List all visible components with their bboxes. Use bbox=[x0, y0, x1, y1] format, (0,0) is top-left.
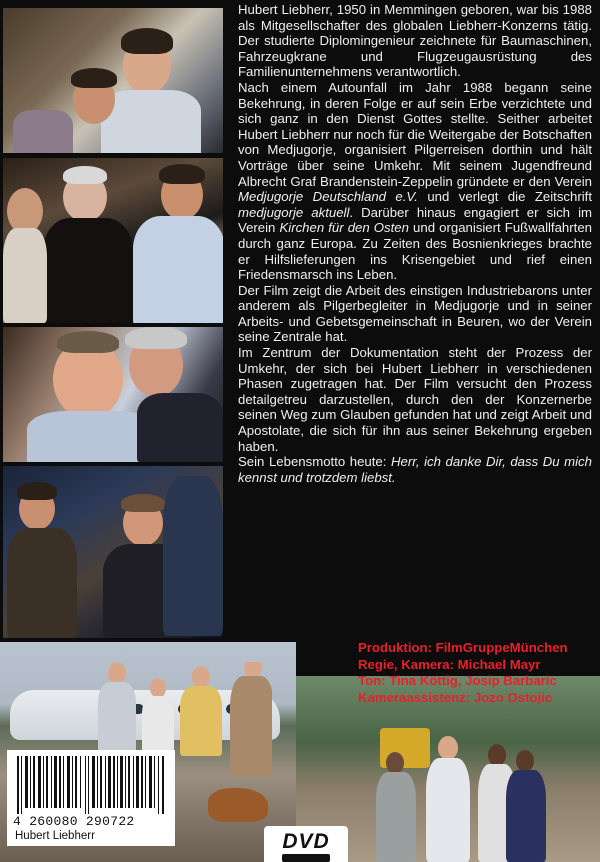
magazine-name: medjugorje aktuell bbox=[238, 204, 350, 220]
church-association-name: Kirchen für den Osten bbox=[279, 220, 409, 236]
paragraph-conversion: Nach einem Autounfall im Jahr 1988 begann seine Bekehrung, in deren Folge er auf sein Erbe verzichtete und sich ganz in den Dienst Gottes stellte. Seither arbeitet Hubert Liebherr nur noch für die Weitergabe der Botschaften von Medjugorje, organisiert Pilgerreisen dorthin und hält Vorträge über seine Umkehr. Mit seinem Jugendfreund Albrecht Graf Brandenstein-Zeppelin gründete er den Verein Medjugorje Deutschland e.V. und verlegt die Zeitschrift medjugorje aktuell. Darüber hinaus engagiert er sich im Verein Kirchen für den Osten und organisiert Fußwallfahrten durch ganz Europa. Zu Zeiten des Bosnienkrieges brachte er Hilfslieferungen ins Krisengebiet und rief einen Friedensmarsch ins Leben. bbox=[238, 79, 592, 283]
photo-portrait-men bbox=[3, 8, 223, 153]
flood-group-figures bbox=[370, 730, 570, 862]
paragraph-film-summary: Der Film zeigt die Arbeit des einstigen Industriebarons unter anderem als Pilgerbegleiter in Medjugorje und in seiner Arbeits- und Gebetsgemeinschaft in Beuren, wo der Verein seine Zentrale hat. bbox=[238, 282, 592, 345]
credit-production: Produktion: FilmGruppeMünchen bbox=[358, 640, 568, 655]
paragraph-biography: Hubert Liebherr, 1950 in Memmingen geboren, war bis 1988 als Mitgesellschafter des globalen Liebherr-Konzerns tätig. Der studierte Diplomingenieur zeichnete für Baumaschinen, Fahrzeugkrane und Flugzeugausrüstung des Familienunternehmens verantwortlich. bbox=[238, 2, 592, 80]
description-text bbox=[238, 2, 592, 485]
photo-young-men-group bbox=[3, 466, 223, 638]
photo-smiling-men bbox=[3, 327, 223, 462]
credit-camera-assistant: Kameraassistenz: Jozo Ostojic bbox=[358, 689, 553, 705]
life-motto-quote: Herr, ich danke Dir, dass Du mich kennst und trotzdem liebst. bbox=[238, 454, 592, 485]
credits-block bbox=[358, 640, 600, 706]
barcode-icon bbox=[17, 756, 167, 814]
barcode-label bbox=[7, 750, 175, 846]
credit-sound: Ton: Tina Köttig, Josip Barbaric bbox=[358, 673, 557, 689]
dog-figure bbox=[208, 788, 268, 822]
credit-director-camera: Regie, Kamera: Michael Mayr bbox=[358, 656, 541, 672]
dvd-logo-video-bar bbox=[282, 854, 330, 862]
association-name: Medjugorje Deutschland e.V. bbox=[238, 189, 418, 205]
paragraph-life-motto: Sein Lebensmotto heute: Herr, ich danke Dir, dass Du mich kennst und trotzdem liebst. bbox=[238, 454, 592, 485]
dvd-logo-text: DVD bbox=[282, 830, 330, 853]
dvd-logo bbox=[264, 826, 348, 862]
barcode-number: 4 260080 290722 bbox=[13, 814, 135, 829]
photo-priest-meeting bbox=[3, 158, 223, 323]
barcode-title: Hubert Liebherr bbox=[15, 830, 95, 842]
paragraph-documentary-focus: Im Zentrum der Dokumentation steht der Prozess der Umkehr, der sich bei Hubert Liebherr in verschiedenen Phasen zugetragen hat. Der Film versucht den Prozess detailgetreu darzustellen, durch den der Konzernerbe seinen Weg zum Glauben gefunden hat und zeigt Arbeit und Apostolate, die sich für ihn aus seiner Bekehrung ergeben haben. bbox=[238, 345, 592, 454]
